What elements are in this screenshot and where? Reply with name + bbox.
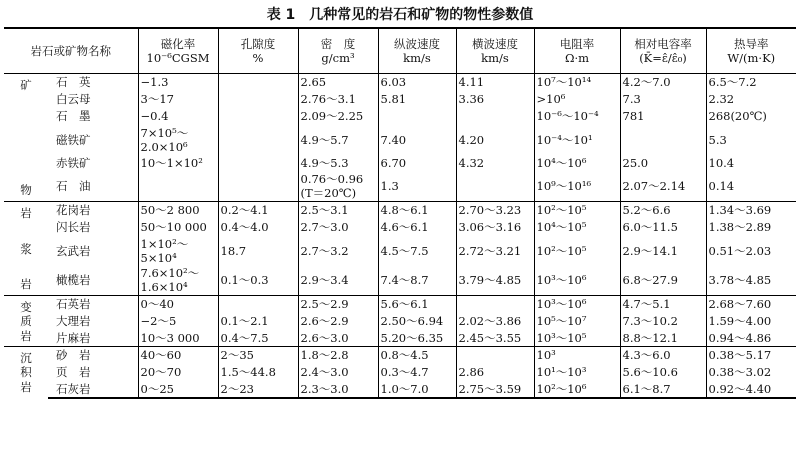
cell-mag xyxy=(138,172,218,202)
table-row xyxy=(4,219,796,236)
cell-diel: 8.8～12.1 xyxy=(620,330,706,347)
cell-vs: 4.32 xyxy=(456,155,534,172)
category-char: 岩 xyxy=(20,379,32,394)
row-name: 赤铁矿 xyxy=(56,156,91,170)
category-char: 积 xyxy=(20,365,32,380)
cell-den: 4.9～5.7 xyxy=(298,125,378,155)
cell-mag: 40～60 xyxy=(138,347,218,364)
category-char: 质 xyxy=(20,314,32,328)
row-name: 大理岩 xyxy=(56,314,91,328)
cell-mag: 20～70 xyxy=(138,364,218,381)
header-s-wave: 横波速度 km/s xyxy=(456,28,534,74)
table-row xyxy=(4,236,796,266)
cell-por xyxy=(218,74,298,91)
cell-tc: 2.68～7.60 xyxy=(706,296,796,313)
cell-res: 10²～10⁶ xyxy=(534,381,620,398)
cell-res: 10⁷～10¹⁴ xyxy=(534,74,620,91)
cell-tc: 0.94～4.86 xyxy=(706,330,796,347)
cell-por: 18.7 xyxy=(218,236,298,266)
table-row xyxy=(4,74,796,91)
cell-por: 0.4～4.0 xyxy=(218,219,298,236)
cell-diel: 781 xyxy=(620,108,706,125)
cell-vp: 0.3～4.7 xyxy=(378,364,456,381)
cell-diel xyxy=(620,125,706,155)
cell-mag: 10～3 000 xyxy=(138,330,218,347)
category-char: 变 xyxy=(20,299,32,314)
cell-vs xyxy=(456,347,534,364)
cell-tc: 0.92～4.40 xyxy=(706,381,796,398)
row-name: 白云母 xyxy=(56,92,91,106)
row-name: 玄武岩 xyxy=(56,243,91,258)
row-name: 闪长岩 xyxy=(56,220,91,234)
header-permittivity: 相对电容率 (K̄=ε̂/ε̂₀) xyxy=(620,28,706,74)
header-row xyxy=(4,28,796,74)
cell-diel: 7.3～10.2 xyxy=(620,313,706,330)
cell-tc: 1.38～2.89 xyxy=(706,219,796,236)
cell-por: 1.5～44.8 xyxy=(218,364,298,381)
cell-vs: 2.70～3.23 xyxy=(456,202,534,219)
cell-den: 2.4～3.0 xyxy=(298,364,378,381)
table-row xyxy=(4,125,796,155)
row-name: 石 墨 xyxy=(56,109,91,123)
cell-den: 2.6～3.0 xyxy=(298,330,378,347)
cell-mag: 10～1×10² xyxy=(138,155,218,172)
row-name: 磁铁矿 xyxy=(56,132,91,147)
cell-mag: 50～10 000 xyxy=(138,219,218,236)
cell-por: 0.4～7.5 xyxy=(218,330,298,347)
cell-den: 4.9～5.3 xyxy=(298,155,378,172)
properties-table xyxy=(4,27,796,399)
cell-tc: 1.34～3.69 xyxy=(706,202,796,219)
cell-diel: 2.9～14.1 xyxy=(620,236,706,266)
cell-res: 10⁹～10¹⁶ xyxy=(534,172,620,202)
cell-por: 0.1～0.3 xyxy=(218,266,298,296)
cell-mag: 3～17 xyxy=(138,91,218,108)
cell-vp: 7.4～8.7 xyxy=(378,266,456,296)
cell-den: 2.5～3.1 xyxy=(298,202,378,219)
cell-vp xyxy=(378,108,456,125)
cell-den: 2.76～3.1 xyxy=(298,91,378,108)
cell-tc: 0.14 xyxy=(706,172,796,202)
header-p-wave: 纵波速度 km/s xyxy=(378,28,456,74)
cell-vs: 3.06～3.16 xyxy=(456,219,534,236)
header-porosity: 孔隙度 % xyxy=(218,28,298,74)
cell-por xyxy=(218,108,298,125)
row-name: 橄榄岩 xyxy=(56,273,91,288)
table-row xyxy=(4,347,796,364)
cell-vp: 6.70 xyxy=(378,155,456,172)
category-label xyxy=(4,296,48,347)
cell-vp: 4.5～7.5 xyxy=(378,236,456,266)
table-caption: 表 1 几种常见的岩石和矿物的物性参数值 xyxy=(266,7,534,23)
cell-vp: 4.8～6.1 xyxy=(378,202,456,219)
cell-tc: 3.78～4.85 xyxy=(706,266,796,296)
cell-tc: 1.59～4.00 xyxy=(706,313,796,330)
cell-vp: 1.0～7.0 xyxy=(378,381,456,398)
cell-vs: 2.72～3.21 xyxy=(456,236,534,266)
cell-res: 10⁻⁴～10¹ xyxy=(534,125,620,155)
row-name: 砂 岩 xyxy=(48,347,138,364)
cell-por: 0.2～4.1 xyxy=(218,202,298,219)
cell-tc: 0.38～3.02 xyxy=(706,364,796,381)
table-row xyxy=(4,172,796,202)
cell-vs xyxy=(456,296,534,313)
cell-tc: 6.5～7.2 xyxy=(706,74,796,91)
cell-vs: 4.20 xyxy=(456,125,534,155)
cell-por xyxy=(218,172,298,202)
cell-diel: 2.07～2.14 xyxy=(620,172,706,202)
cell-tc: 0.51～2.03 xyxy=(706,236,796,266)
cell-vp: 4.6～6.1 xyxy=(378,219,456,236)
table-row xyxy=(4,266,796,296)
category-label xyxy=(4,74,48,202)
cell-por: 2～35 xyxy=(218,347,298,364)
cell-mag: 7×10⁵～ 2.0×10⁶ xyxy=(138,125,218,155)
cell-vp: 1.3 xyxy=(378,172,456,202)
table-row xyxy=(4,91,796,108)
cell-res: 10⁴～10⁵ xyxy=(534,219,620,236)
cell-vs: 2.86 xyxy=(456,364,534,381)
cell-res: 10³～10⁵ xyxy=(534,330,620,347)
cell-diel: 5.2～6.6 xyxy=(620,202,706,219)
table-row xyxy=(4,313,796,330)
category-char: 岩 xyxy=(20,206,32,220)
cell-res: 10¹～10³ xyxy=(534,364,620,381)
row-name: 页 岩 xyxy=(56,365,91,379)
cell-vs xyxy=(456,172,534,202)
cell-den: 0.76～0.96 (T＝20℃) xyxy=(298,172,378,202)
cell-mag: 1×10²～ 5×10⁴ xyxy=(138,236,218,266)
cell-vs xyxy=(456,108,534,125)
cell-por xyxy=(218,296,298,313)
cell-mag: 7.6×10²～ 1.6×10⁴ xyxy=(138,266,218,296)
cell-den: 2.3～3.0 xyxy=(298,381,378,398)
cell-res: 10²～10⁵ xyxy=(534,236,620,266)
category-label xyxy=(4,202,48,296)
cell-tc: 10.4 xyxy=(706,155,796,172)
cell-diel: 4.2～7.0 xyxy=(620,74,706,91)
category-char: 岩 xyxy=(20,277,32,291)
cell-res: 10³ xyxy=(534,347,620,364)
cell-res: 10²～10⁵ xyxy=(534,202,620,219)
cell-den: 2.65 xyxy=(298,74,378,91)
cell-res: 10⁴～10⁶ xyxy=(534,155,620,172)
cell-vp: 5.20～6.35 xyxy=(378,330,456,347)
cell-diel: 4.7～5.1 xyxy=(620,296,706,313)
table-row xyxy=(4,296,796,313)
cell-res: 10⁻⁶～10⁻⁴ xyxy=(534,108,620,125)
cell-diel: 7.3 xyxy=(620,91,706,108)
cell-mag: 0～25 xyxy=(138,381,218,398)
category-char: 沉 xyxy=(20,350,32,365)
cell-vp: 6.03 xyxy=(378,74,456,91)
cell-vp: 5.6～6.1 xyxy=(378,296,456,313)
cell-vs: 4.11 xyxy=(456,74,534,91)
cell-tc: 0.38～5.17 xyxy=(706,347,796,364)
table-row xyxy=(4,202,796,219)
cell-por: 0.1～2.1 xyxy=(218,313,298,330)
cell-mag: −0.4 xyxy=(138,108,218,125)
category-char: 浆 xyxy=(20,241,32,256)
cell-diel: 6.1～8.7 xyxy=(620,381,706,398)
cell-por: 2～23 xyxy=(218,381,298,398)
cell-por xyxy=(218,91,298,108)
category-char: 矿 xyxy=(20,78,32,92)
cell-den: 2.7～3.2 xyxy=(298,236,378,266)
header-thermal: 热导率 W/(m·K) xyxy=(706,28,796,74)
row-name: 片麻岩 xyxy=(56,330,91,345)
cell-den: 2.5～2.9 xyxy=(298,296,378,313)
cell-vp: 7.40 xyxy=(378,125,456,155)
cell-diel: 5.6～10.6 xyxy=(620,364,706,381)
cell-res: 10⁵～10⁷ xyxy=(534,313,620,330)
category-char: 物 xyxy=(20,183,32,197)
table-row xyxy=(4,330,796,347)
cell-tc: 5.3 xyxy=(706,125,796,155)
category-char: 岩 xyxy=(20,328,32,343)
cell-vp: 5.81 xyxy=(378,91,456,108)
cell-diel: 6.8～27.9 xyxy=(620,266,706,296)
table-row xyxy=(4,364,796,381)
cell-por xyxy=(218,155,298,172)
header-resistivity: 电阻率 Ω·m xyxy=(534,28,620,74)
cell-diel: 4.3～6.0 xyxy=(620,347,706,364)
cell-res: 10³～10⁶ xyxy=(534,266,620,296)
cell-res: 10³～10⁶ xyxy=(534,296,620,313)
cell-den: 2.9～3.4 xyxy=(298,266,378,296)
cell-vs: 2.45～3.55 xyxy=(456,330,534,347)
cell-tc: 2.32 xyxy=(706,91,796,108)
cell-vp: 2.50～6.94 xyxy=(378,313,456,330)
cell-den: 1.8～2.8 xyxy=(298,347,378,364)
cell-den: 2.09～2.25 xyxy=(298,108,378,125)
row-name: 石 油 xyxy=(56,179,91,194)
cell-mag: 50～2 800 xyxy=(138,202,218,219)
cell-res: >10⁶ xyxy=(534,91,620,108)
row-name: 石英岩 xyxy=(48,296,138,313)
header-magnetic: 磁化率 10⁻⁶CGSM xyxy=(138,28,218,74)
cell-mag: −2～5 xyxy=(138,313,218,330)
cell-tc: 268(20℃) xyxy=(706,108,796,125)
cell-por xyxy=(218,125,298,155)
cell-diel: 25.0 xyxy=(620,155,706,172)
cell-vs: 3.36 xyxy=(456,91,534,108)
cell-vs: 2.75～3.59 xyxy=(456,381,534,398)
cell-den: 2.6～2.9 xyxy=(298,313,378,330)
cell-vs: 2.02～3.86 xyxy=(456,313,534,330)
row-name: 石 英 xyxy=(48,74,138,91)
row-name: 石灰岩 xyxy=(48,381,138,398)
cell-mag: −1.3 xyxy=(138,74,218,91)
table-row xyxy=(4,155,796,172)
table-row xyxy=(4,381,796,398)
category-label xyxy=(4,347,48,398)
cell-mag: 0～40 xyxy=(138,296,218,313)
header-name: 岩石或矿物名称 xyxy=(4,28,138,74)
cell-vp: 0.8～4.5 xyxy=(378,347,456,364)
cell-den: 2.7～3.0 xyxy=(298,219,378,236)
cell-diel: 6.0～11.5 xyxy=(620,219,706,236)
header-density: 密 度 g/cm³ xyxy=(298,28,378,74)
row-name: 花岗岩 xyxy=(48,202,138,219)
table-row xyxy=(4,108,796,125)
cell-vs: 3.79～4.85 xyxy=(456,266,534,296)
